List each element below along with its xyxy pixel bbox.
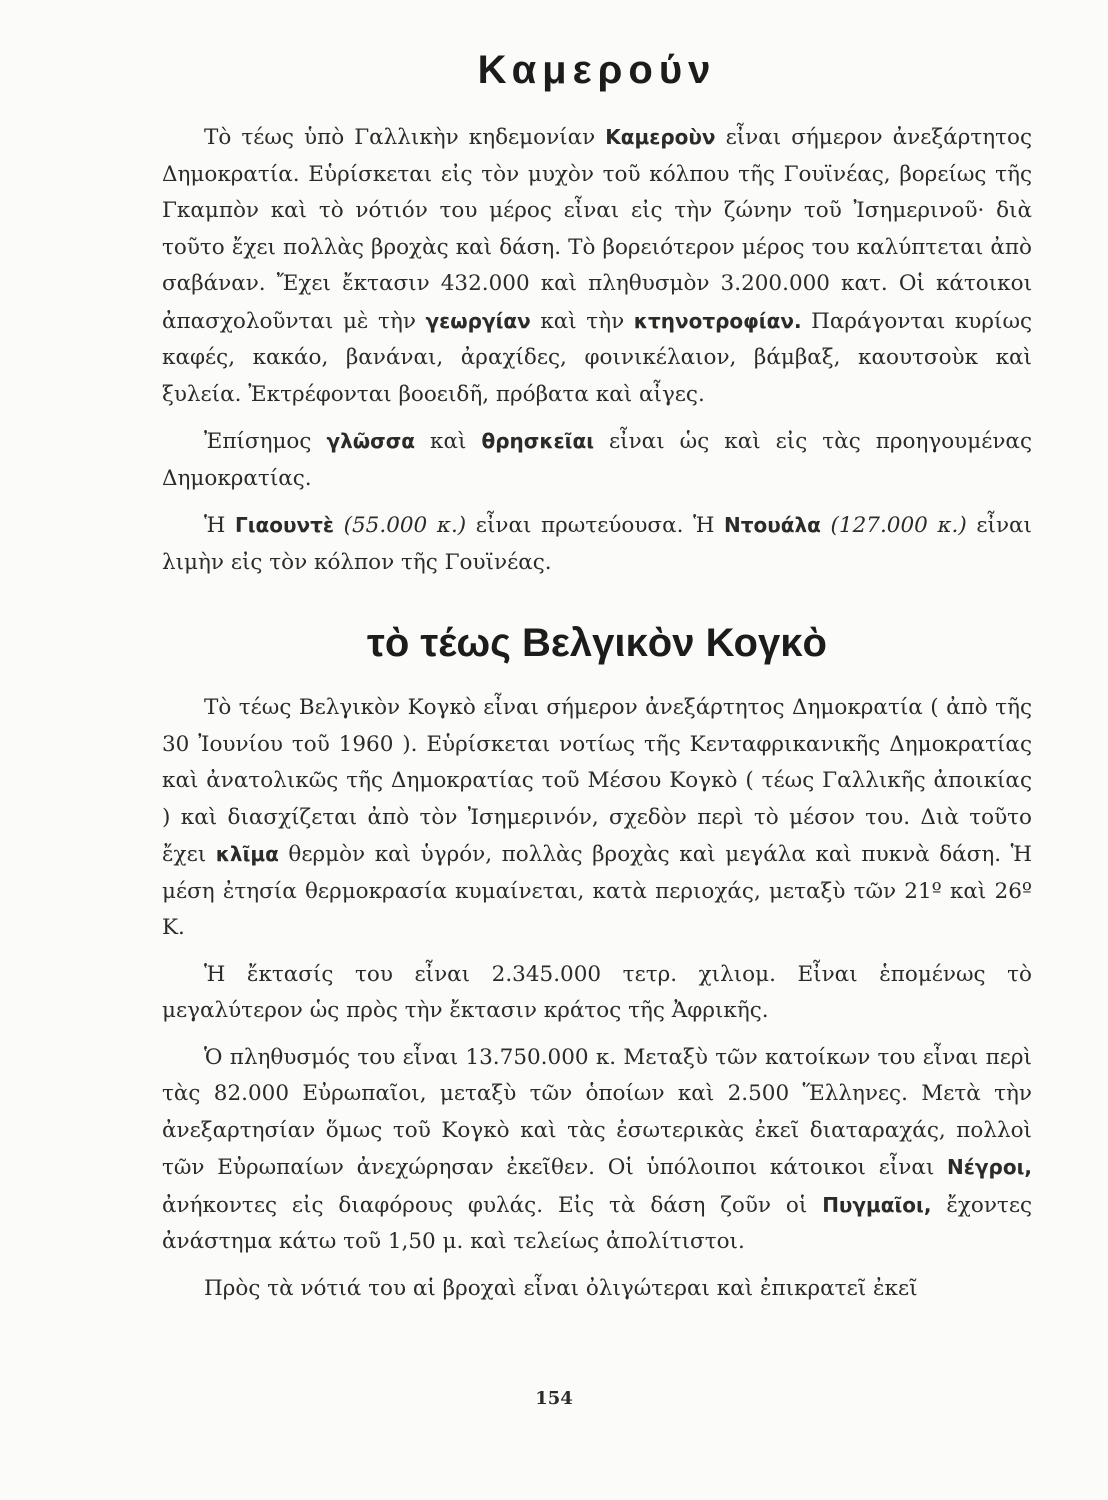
population-yaounde: (55.000 κ.): [334, 513, 467, 538]
text: εἶναι ὡς καὶ εἰς τὰς προηγουμένας Δημοκρατίας.: [162, 429, 1032, 491]
bold-term-negroes: Νέγροι,: [947, 1155, 1032, 1179]
page-number: 154: [535, 1388, 573, 1409]
section-title-cameroon: Καμερούν: [477, 48, 717, 92]
bold-term-livestock: κτηνοτροφίαν.: [633, 308, 802, 333]
bold-term-agriculture: γεωργίαν: [425, 308, 531, 333]
text: εἶναι πρωτεύουσα. Ἡ: [466, 513, 725, 538]
bold-term-language: γλῶσσα: [326, 429, 416, 453]
bold-term-climate: κλῖμα: [215, 842, 279, 866]
text: καὶ τὴν: [530, 308, 634, 334]
paragraph-congo-2: Ἡ ἔκτασίς του εἶναι 2.345.000 τετρ. χιλιομ. Εἶναι ἑπομένως τὸ μεγαλύτερον ὡς πρὸς τὴν ἔκτασιν κράτος τῆς Ἀφρικῆς.: [162, 961, 1032, 1023]
text: θερμὸν καὶ ὑγρόν, πολλὰς βροχὰς καὶ μεγάλα καὶ πυκνὰ δάση. Ἡ μέση ἐτησία θερμοκρασία κυμαίνεται, κατὰ περιοχάς, μεταξὺ τῶν 21º καὶ 26º Κ.: [162, 842, 1033, 940]
page-content: [162, 48, 1032, 1317]
text: Τὸ τέως ὑπὸ Γαλλικὴν κηδεμονίαν: [204, 125, 606, 150]
text: ἀνήκοντες εἰς διαφόρους φυλάς. Εἰς τὰ δάση ζοῦν οἱ: [162, 1192, 823, 1218]
text: Τὸ τέως Βελγικὸν Κογκὸ εἶναι σήμερον ἀνεξάρτητος Δημοκρατία ( ἀπὸ τῆς 30 Ἰουνίου τοῦ 1960 ). Εὑρίσκεται νοτίως τῆς Κενταφρικανικῆς Δημοκρατίας καὶ ἀνατολικῶς τῆς Δημοκρατίας τοῦ Μέσου Κογκὸ ( τέως Γαλλικῆς ἀποικίας ) καὶ διασχίζεται ἀπὸ τὸν Ἰσημερινόν, σχεδὸν περὶ τὸ μέσον του. Διὰ τοῦτο ἔχει: [162, 695, 1032, 867]
text: εἶναι λιμὴν εἰς τὸν κόλπον τῆς Γουϊνέας.: [162, 513, 1032, 575]
bold-term-cameroon: Καμεροὺν: [605, 125, 716, 149]
paragraph-cameroon-2: [162, 423, 1032, 497]
paragraph-congo-3: [162, 1040, 1032, 1261]
text: Ἐπίσημος: [204, 429, 327, 454]
paragraph-cameroon-1: [162, 119, 1032, 413]
bold-term-yaounde: Γιαουντὲ: [234, 513, 334, 537]
paragraph-congo-4: Πρὸς τὰ νότιά του αἱ βροχαὶ εἶναι ὀλιγώτεραι καὶ ἐπικρατεῖ ἐκεῖ: [204, 1275, 918, 1301]
population-douala: (127.000 κ.): [820, 513, 967, 538]
text: καὶ: [415, 429, 482, 454]
text: Ἡ: [204, 513, 235, 538]
paragraph-cameroon-3: [162, 507, 1032, 581]
text: ἔχοντες ἀνάστημα κάτω τοῦ 1,50 μ. καὶ τελείως ἀπολίτιστοι.: [162, 1192, 1032, 1254]
text: Παράγονται κυρίως καφές, κακάο, βανάναι, ἀραχίδες, φοινικέλαιον, βάμβαξ, καουτσοὺκ καὶ ξυλεία. Ἐκτρέφονται βοοειδῆ, πρόβατα καὶ αἶγες.: [162, 308, 1033, 407]
bold-term-douala: Ντουάλα: [724, 513, 821, 537]
bold-term-pygmies: Πυγμαῖοι,: [822, 1192, 932, 1217]
text: εἶναι σήμερον ἀνεξάρτητος Δημοκρατία. Εὑρίσκεται εἰς τὸν μυχὸν τοῦ κόλπου τῆς Γουϊνέας, βορείως τῆς Γκαμπὸν καὶ τὸ νότιόν του μέρος εἶναι εἰς τὴν ζώνην τοῦ Ἰσημερινοῦ· διὰ τοῦτο ἔχει πολλὰς βροχὰς καὶ δάση. Τὸ βορειότερον μέρος του καλύπτεται ἀπὸ σαβάναν. Ἔχει ἔκτασιν 432.000 καὶ πληθυσμὸν 3.200.000 κατ. Οἱ κάτοικοι ἀπασχολοῦνται μὲ τὴν: [162, 125, 1032, 334]
section-title-belgian-congo: τὸ τέως Βελγικὸν Κογκὸ: [367, 621, 827, 665]
text: Ὁ πληθυσμός του εἶναι 13.750.000 κ. Μεταξὺ τῶν κατοίκων του εἶναι περὶ τὰς 82.000 Εὐρωπαῖοι, μεταξὺ τῶν ὁποίων καὶ 2.500 Ἕλληνες. Μετὰ τὴν ἀνεξαρτησίαν ὅμως τοῦ Κογκὸ καὶ τὰς ἐσωτερικὰς ἐκεῖ διαταραχάς, πολλοὶ τῶν Εὐρωπαίων ἀνεχώρησαν ἐκεῖθεν. Οἱ ὑπόλοιποι κάτοικοι εἶναι: [162, 1044, 1032, 1180]
bold-term-religions: θρησκεῖαι: [481, 429, 595, 453]
paragraph-congo-1: [162, 690, 1032, 947]
